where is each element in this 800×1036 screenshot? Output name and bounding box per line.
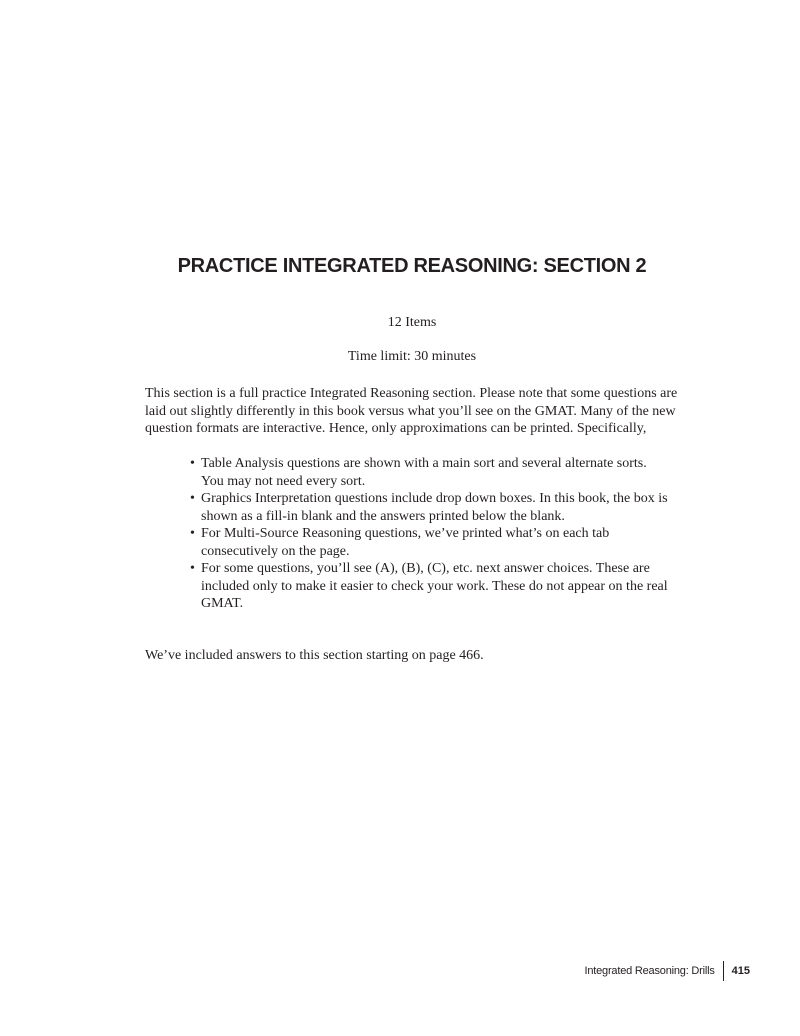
list-item — [190, 490, 670, 525]
list-item — [190, 560, 670, 613]
bullet-icon: • — [190, 491, 195, 506]
bullet-icon: • — [190, 456, 195, 471]
bullet-icon: • — [190, 561, 195, 576]
list-item — [190, 525, 670, 560]
list-item-text: Graphics Interpretation questions include drop down boxes. In this book, the box is shown as a fill-in blank and the answers printed below the blank. — [201, 491, 668, 524]
intro-paragraph: This section is a full practice Integrated Reasoning section. Please note that some questions are laid out slightly differently in this book versus what you’ll see on the GMAT. Many of the new question formats are interactive. Hence, only approximations can be printed. Specifically, — [145, 386, 678, 436]
answers-note: We’ve included answers to this section starting on page 466. — [145, 648, 484, 663]
section-title: PRACTICE INTEGRATED REASONING: SECTION 2 — [177, 255, 647, 277]
list-item — [190, 455, 670, 490]
time-limit: Time limit: 30 minutes — [347, 349, 477, 364]
list-item-text: For Multi-Source Reasoning questions, we’ve printed what’s on each tab consecutively on the page. — [201, 526, 610, 559]
bullet-icon: • — [190, 526, 195, 541]
items-count: 12 Items — [387, 315, 437, 330]
page-number: 415 — [731, 965, 750, 977]
footer-divider — [723, 961, 724, 981]
list-item-text: For some questions, you’ll see (A), (B), (C), etc. next answer choices. These are included only to make it easier to check your work. These do not appear on the real GMAT. — [201, 561, 668, 611]
format-notes-list — [190, 455, 670, 613]
footer-section-name: Integrated Reasoning: Drills — [584, 965, 715, 977]
list-item-text: Table Analysis questions are shown with a main sort and several alternate sorts. You may not need every sort. — [201, 456, 647, 489]
running-footer — [585, 961, 751, 981]
